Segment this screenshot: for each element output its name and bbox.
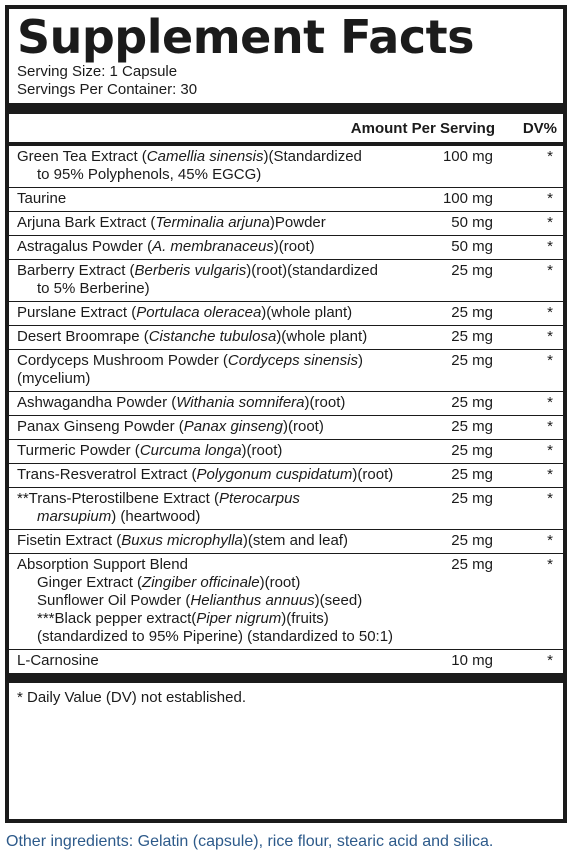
ingredient-name-line xyxy=(17,262,422,280)
ingredient-name xyxy=(17,148,422,184)
name-text: Cordyceps Mushroom Powder ( xyxy=(17,352,228,369)
footnote: * Daily Value (DV) not established. xyxy=(17,689,246,706)
latin-name: Pterocarpus xyxy=(219,490,300,507)
latin-name: A. membranaceus xyxy=(152,238,274,255)
latin-name: Camellia sinensis xyxy=(146,148,264,165)
ingredient-name-line xyxy=(17,352,422,388)
amount-header: Amount Per Serving xyxy=(350,120,495,137)
ingredient-amount: 25 mg xyxy=(451,490,493,507)
ingredient-dv: * xyxy=(547,490,553,507)
ingredient-amount: 25 mg xyxy=(451,394,493,411)
ingredient-name-line xyxy=(17,508,422,526)
name-text: to 95% Polyphenols, 45% EGCG) xyxy=(37,166,262,183)
ingredient-row-ashwagandha xyxy=(9,392,563,416)
ingredient-dv: * xyxy=(547,418,553,435)
ingredient-name-line xyxy=(17,238,422,256)
name-text: )(whole plant) xyxy=(261,304,353,321)
ingredient-name xyxy=(17,442,422,460)
ingredient-name-line xyxy=(17,490,422,508)
ingredient-dv: * xyxy=(547,652,553,669)
ingredient-row-cordyceps xyxy=(9,350,563,392)
name-text: ***Black pepper extract( xyxy=(37,610,197,627)
ingredient-dv: * xyxy=(547,214,553,231)
name-text: )(whole plant) xyxy=(276,328,368,345)
bottom-divider xyxy=(9,674,563,683)
name-text: Fisetin Extract ( xyxy=(17,532,122,549)
name-text: Ginger Extract ( xyxy=(37,574,143,591)
ingredient-amount: 25 mg xyxy=(451,304,493,321)
ingredient-row-broomrape xyxy=(9,326,563,350)
ingredient-dv: * xyxy=(547,328,553,345)
ingredient-dv: * xyxy=(547,190,553,207)
ingredient-name xyxy=(17,556,422,646)
latin-name: marsupium xyxy=(37,508,112,525)
ingredient-name-line xyxy=(17,574,422,592)
ingredient-row-fisetin xyxy=(9,530,563,554)
latin-name: Polygonum cuspidatum xyxy=(196,466,353,483)
thick-divider xyxy=(9,103,563,114)
ingredient-amount: 50 mg xyxy=(451,238,493,255)
ingredient-name xyxy=(17,652,422,670)
latin-name: Piper nigrum xyxy=(196,610,282,627)
ingredient-dv: * xyxy=(547,352,553,369)
ingredient-amount: 25 mg xyxy=(451,328,493,345)
latin-name: Buxus microphylla xyxy=(121,532,243,549)
name-text: )(Standardized xyxy=(263,148,362,165)
name-text: )(root)(standardized xyxy=(246,262,378,279)
ingredient-name-line xyxy=(17,592,422,610)
name-text: )(stem and leaf) xyxy=(242,532,348,549)
latin-name: Cordyceps sinensis xyxy=(227,352,358,369)
name-text: Absorption Support Blend xyxy=(17,556,188,573)
ingredient-row-astragalus xyxy=(9,236,563,260)
table-header xyxy=(9,114,563,142)
ingredient-row-arjuna xyxy=(9,212,563,236)
ingredient-dv: * xyxy=(547,262,553,279)
ingredient-name xyxy=(17,328,422,346)
name-text: Trans-Resveratrol Extract ( xyxy=(17,466,197,483)
ingredient-name-line xyxy=(17,394,422,412)
name-text: )(root) xyxy=(283,418,324,435)
panel-title: Supplement Facts xyxy=(17,10,474,64)
ingredient-amount: 25 mg xyxy=(451,418,493,435)
name-text: Ashwagandha Powder ( xyxy=(17,394,177,411)
ingredient-name xyxy=(17,262,422,298)
name-text: Barberry Extract ( xyxy=(17,262,135,279)
ingredient-name xyxy=(17,214,422,232)
ingredient-name xyxy=(17,352,422,388)
latin-name: Cistanche tubulosa xyxy=(148,328,277,345)
other-ingredients: Other ingredients: Gelatin (capsule), rice flour, stearic acid and silica. xyxy=(6,833,494,850)
name-text: **Trans-Pterostilbene Extract ( xyxy=(17,490,220,507)
name-text: Arjuna Bark Extract ( xyxy=(17,214,156,231)
ingredient-row-carnosine xyxy=(9,650,563,674)
name-text: Sunflower Oil Powder ( xyxy=(37,592,191,609)
ingredient-row-panax xyxy=(9,416,563,440)
latin-name: Terminalia arjuna xyxy=(155,214,270,231)
name-text: )(root) xyxy=(352,466,394,483)
ingredient-amount: 100 mg xyxy=(442,190,493,207)
name-text: ) (heartwood) xyxy=(111,508,201,525)
ingredient-amount: 25 mg xyxy=(451,466,493,483)
ingredient-row-pterostilbene xyxy=(9,488,563,530)
name-text: )(fruits) xyxy=(281,610,329,627)
name-text: )(root) xyxy=(241,442,283,459)
supplement-facts-panel xyxy=(5,5,567,823)
latin-name: Panax ginseng xyxy=(183,418,284,435)
ingredient-dv: * xyxy=(547,148,553,165)
ingredient-name-line xyxy=(17,442,422,460)
latin-name: Zingiber officinale xyxy=(142,574,260,591)
ingredient-name xyxy=(17,238,422,256)
name-text: Purslane Extract ( xyxy=(17,304,137,321)
latin-name: Helianthus annuus xyxy=(190,592,315,609)
ingredient-table xyxy=(9,146,563,674)
ingredient-row-absorption xyxy=(9,554,563,650)
ingredient-dv: * xyxy=(547,556,553,573)
ingredient-amount: 25 mg xyxy=(451,532,493,549)
name-text: Panax Ginseng Powder ( xyxy=(17,418,184,435)
ingredient-amount: 100 mg xyxy=(442,148,493,165)
name-text: )(seed) xyxy=(314,592,363,609)
name-text: Desert Broomrape ( xyxy=(17,328,149,345)
dv-header: DV% xyxy=(522,120,557,137)
ingredient-name xyxy=(17,532,422,550)
ingredient-name xyxy=(17,394,422,412)
ingredient-name-line xyxy=(17,280,422,298)
ingredient-row-resveratrol xyxy=(9,464,563,488)
ingredient-name-line xyxy=(17,652,422,670)
ingredient-name-line xyxy=(17,610,422,628)
ingredient-row-green-tea xyxy=(9,146,563,188)
ingredient-name xyxy=(17,190,422,208)
ingredient-name-line xyxy=(17,466,422,484)
name-text: )(root) xyxy=(259,574,301,591)
ingredient-name xyxy=(17,418,422,436)
name-text: (standardized to 95% Piperine) (standardized to 50:1) xyxy=(37,628,394,645)
name-text: to 5% Berberine) xyxy=(37,280,150,297)
ingredient-name-line xyxy=(17,418,422,436)
ingredient-dv: * xyxy=(547,238,553,255)
name-text: )(root) xyxy=(304,394,346,411)
ingredient-name xyxy=(17,304,422,322)
ingredient-amount: 25 mg xyxy=(451,352,493,369)
ingredient-name-line xyxy=(17,556,422,574)
name-text: Astragalus Powder ( xyxy=(17,238,153,255)
name-text: )Powder xyxy=(269,214,326,231)
ingredient-row-purslane xyxy=(9,302,563,326)
name-text: Taurine xyxy=(17,190,67,207)
serving-size: Serving Size: 1 Capsule xyxy=(17,63,178,80)
ingredient-name-line xyxy=(17,190,422,208)
ingredient-amount: 25 mg xyxy=(451,556,493,573)
ingredient-amount: 25 mg xyxy=(451,442,493,459)
ingredient-dv: * xyxy=(547,304,553,321)
latin-name: Withania somnifera xyxy=(176,394,305,411)
ingredient-row-turmeric xyxy=(9,440,563,464)
ingredient-dv: * xyxy=(547,394,553,411)
ingredient-name-line xyxy=(17,628,422,646)
ingredient-name-line xyxy=(17,328,422,346)
name-text: )(mycelium) xyxy=(17,352,363,387)
ingredient-name-line xyxy=(17,214,422,232)
ingredient-amount: 50 mg xyxy=(451,214,493,231)
name-text: Turmeric Powder ( xyxy=(17,442,140,459)
ingredient-name-line xyxy=(17,166,422,184)
ingredient-dv: * xyxy=(547,532,553,549)
ingredient-dv: * xyxy=(547,466,553,483)
ingredient-dv: * xyxy=(547,442,553,459)
name-text: )(root) xyxy=(273,238,315,255)
ingredient-name xyxy=(17,490,422,526)
servings-per-container: Servings Per Container: 30 xyxy=(17,81,198,98)
ingredient-name-line xyxy=(17,304,422,322)
ingredient-name-line xyxy=(17,148,422,166)
name-text: Green Tea Extract ( xyxy=(17,148,147,165)
ingredient-row-taurine xyxy=(9,188,563,212)
ingredient-row-barberry xyxy=(9,260,563,302)
latin-name: Portulaca oleracea xyxy=(136,304,262,321)
ingredient-amount: 25 mg xyxy=(451,262,493,279)
name-text: L-Carnosine xyxy=(17,652,99,669)
ingredient-name xyxy=(17,466,422,484)
latin-name: Berberis vulgaris xyxy=(134,262,247,279)
latin-name: Curcuma longa xyxy=(139,442,242,459)
ingredient-name-line xyxy=(17,532,422,550)
ingredient-amount: 10 mg xyxy=(451,652,493,669)
